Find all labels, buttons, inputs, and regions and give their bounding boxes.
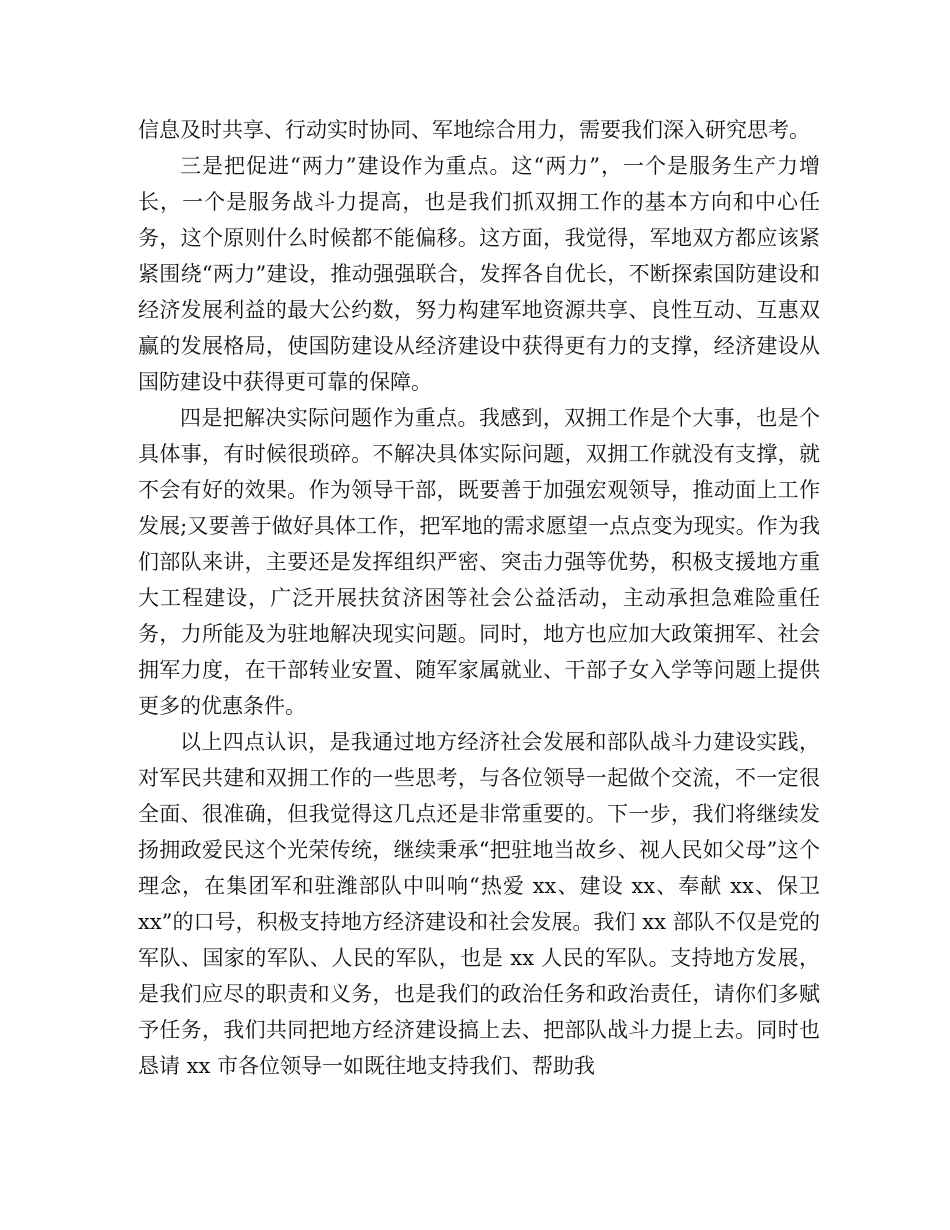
paragraph-4: 以上四点认识，是我通过地方经济社会发展和部队战斗力建设实践，对军民共建和双拥工作的一些思考，与各位领导一起做个交流，不一定很全面、很准确，但我觉得这几点还是非常重要的。下一步，我们将继续发扬拥政爱民这个光荣传统，继续秉承“把驻地当故乡、视人民如父母”这个理念，在集团军和驻潍部队中叫响“热爱 xx、建设 xx、奉献 xx、保卫 xx”的口号，积极支持地方经济建设和社会发展。我们 xx 部队不仅是党的军队、国家的军队、人民的军队，也是 xx 人民的军队。支持地方发展，是我们应尽的职责和义务，也是我们的政治任务和政治责任，请你们多赋予任务，我们共同把地方经济建设搞上去、把部队战斗力提上去。同时也恳请 xx 市各位领导一如既往地支持我们、帮助我 [138, 730, 820, 1078]
paragraph-3: 四是把解决实际问题作为重点。我感到，双拥工作是个大事，也是个具体事，有时候很琐碎。不解决具体实际问题，双拥工作就没有支撑，就不会有好的效果。作为领导干部，既要善于加强宏观领导，推动面上工作发展;又要善于做好具体工作，把军地的需求愿望一点点变为现实。作为我们部队来讲，主要还是发挥组织严密、突击力强等优势，积极支援地方重大工程建设，广泛开展扶贫济困等社会公益活动，主动承担急难险重任务，力所能及为驻地解决现实问题。同时，地方也应加大政策拥军、社会拥军力度，在干部转业安置、随军家属就业、干部子女入学等问题上提供更多的优惠条件。 [138, 406, 820, 718]
paragraph-1: 信息及时共享、行动实时协同、军地综合用力，需要我们深入研究思考。 [138, 118, 810, 142]
document-body [138, 112, 820, 1084]
paragraph-2: 三是把促进“两力”建设作为重点。这“两力”，一个是服务生产力增长，一个是服务战斗力提高，也是我们抓双拥工作的基本方向和中心任务，这个原则什么时候都不能偏移。这方面，我觉得，军地双方都应该紧紧围绕“两力”建设，推动强强联合，发挥各自优长，不断探索国防建设和经济发展利益的最大公约数，努力构建军地资源共享、良性互动、互惠双赢的发展格局，使国防建设从经济建设中获得更有力的支撑，经济建设从国防建设中获得更可靠的保障。 [138, 154, 820, 394]
